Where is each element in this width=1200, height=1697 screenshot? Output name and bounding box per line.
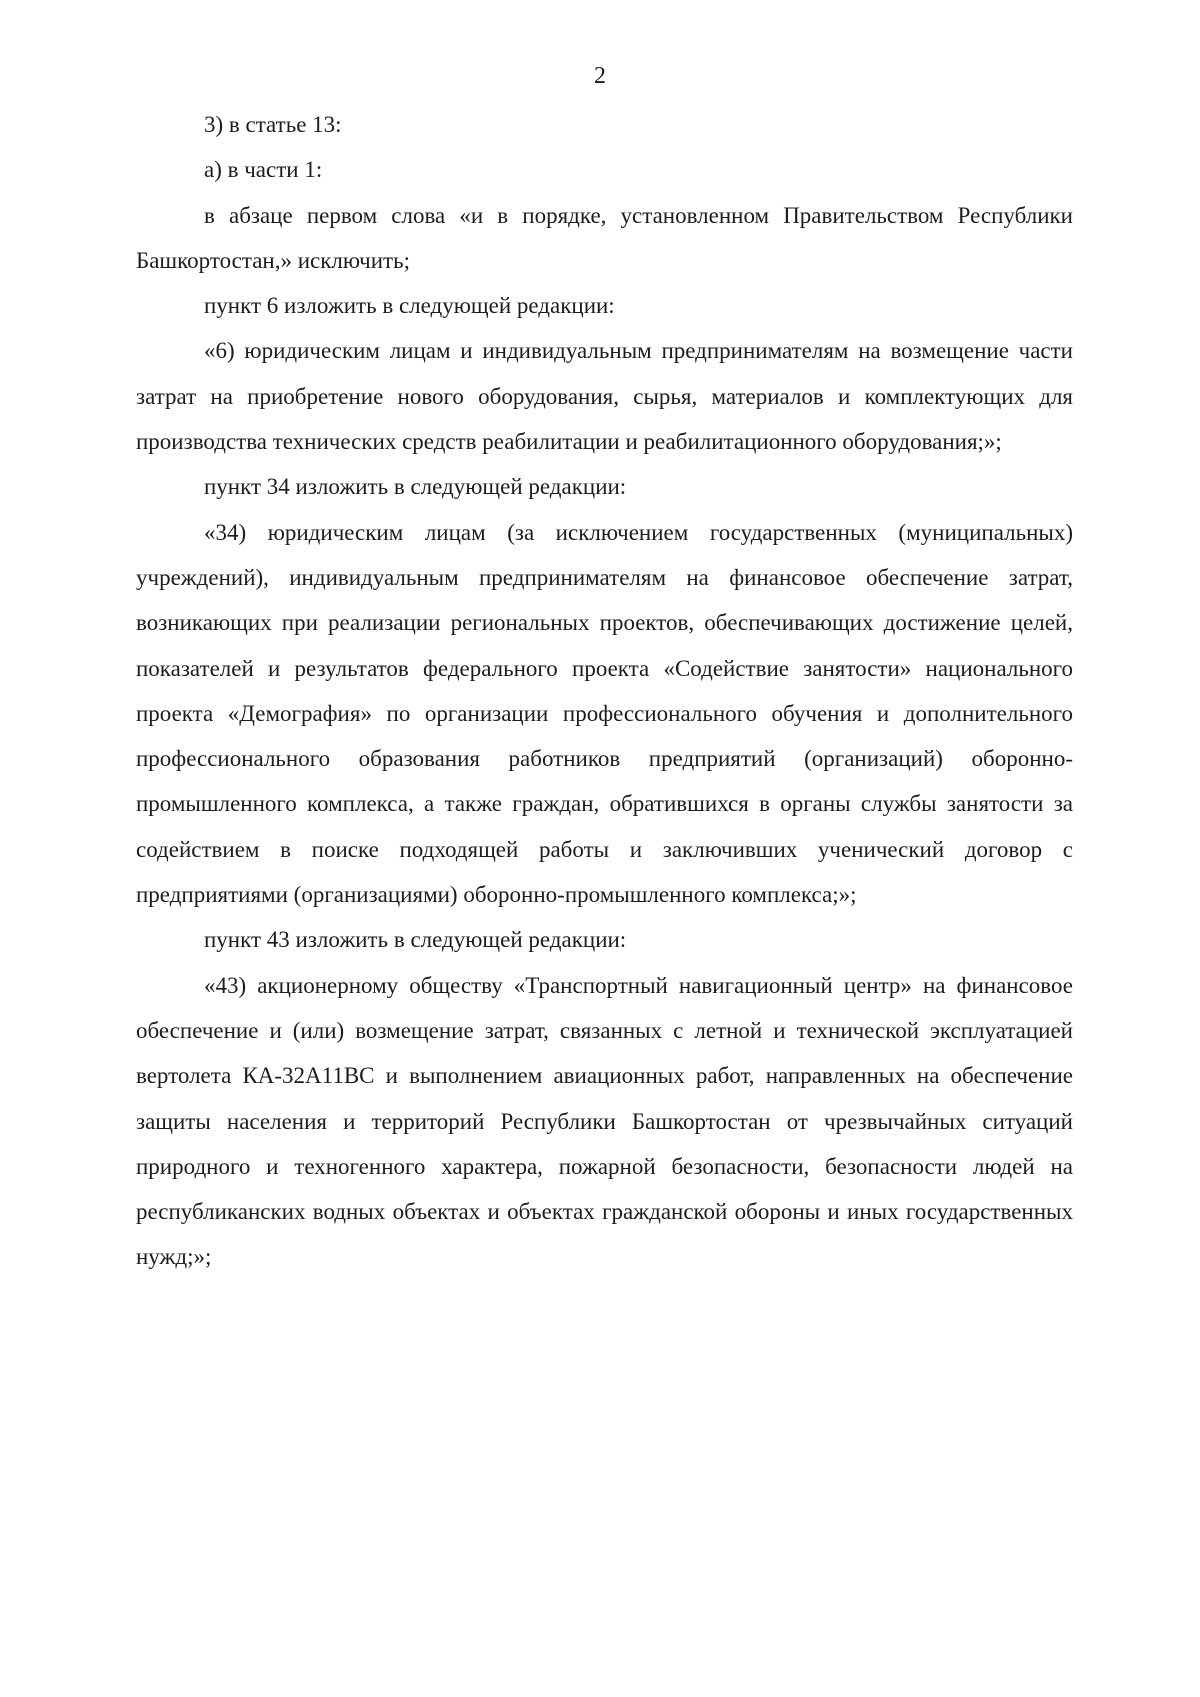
paragraph-item-43-text: «43) акционерному обществу «Транспортный навигационный центр» на финансовое обеспечение и (или) возмещение затрат, связанных с летной и технической эксплуатацией вертолета КА-32А11ВС и выполнением авиационных работ, направленных на обеспечение защиты населения и территорий Республики Башкортостан от чрезвычайных ситуаций природного и техногенного характера, пожарной безопасности, безопасности людей на республиканских водных объектах и объектах гражданской обороны и иных государственных нужд;»; (136, 972, 1073, 1270)
paragraph-item-34-intro: пункт 34 изложить в следующей редакции: (204, 474, 627, 500)
paragraph-item-6-text: «6) юридическим лицам и индивидуальным предпринимателям на возмещение части затрат на приобретение нового оборудования, сырья, материалов и комплектующих для производства технических средств реабилитации и реабилитационного оборудования;»; (136, 338, 1073, 455)
paragraph-item-34-text: «34) юридическим лицам (за исключением государственных (муниципальных) учреждений), индивидуальным предпринимателям на финансовое обеспечение затрат, возникающих при реализации региональных проектов, обеспечивающих достижение целей, показателей и результатов федерального проекта «Содействие занятости» национального проекта «Демография» по организации профессионального обучения и дополнительного профессионального образования работников предприятий (организаций) оборонно-промышленного комплекса, а также граждан, обратившихся в органы службы занятости за содействием в поиске подходящей работы и заключивших ученический договор с предприятиями (организациями) оборонно-промышленного комплекса;»; (136, 519, 1073, 908)
paragraph-item-43-intro: пункт 43 изложить в следующей редакции: (204, 927, 627, 953)
page-number: 2 (594, 63, 606, 89)
paragraph-article-13: 3) в статье 13: (204, 112, 342, 137)
paragraph-part-1: а) в части 1: (204, 157, 323, 183)
paragraph-item-6-intro: пункт 6 изложить в следующей редакции: (204, 293, 615, 319)
document-body (136, 102, 1073, 1280)
paragraph-first-abzac-amendment: в абзаце первом слова «и в порядке, установленном Правительством Республики Башкортостан,» исключить; (136, 202, 1073, 273)
